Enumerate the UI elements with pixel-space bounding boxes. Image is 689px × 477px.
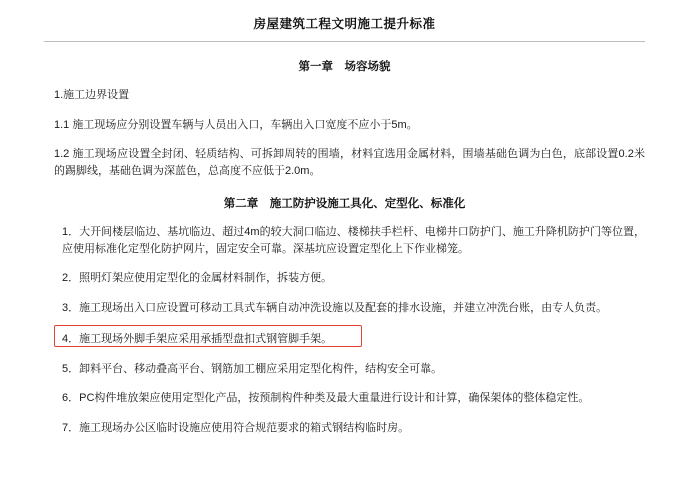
paragraph-1-3: 1.2 施工现场应设置全封闭、轻质结构、可拆卸周转的围墙，材料宜选用金属材料，围墙基础色调为白色，底部设置0.2米的踢脚线，基础色调为深蓝色，总高度不应低于2.0m。 bbox=[54, 148, 645, 177]
paragraph-1-1: 1.施工边界设置 bbox=[54, 89, 130, 101]
document-title: 房屋建筑工程文明施工提升标准 bbox=[253, 17, 436, 31]
paragraph-2-3: 3．施工现场出入口应设置可移动工具式车辆自动冲洗设施以及配套的排水设施，并建立冲洗台账，由专人负责。 bbox=[62, 301, 608, 314]
paragraph-2-6: 6．PC构件堆放架应使用定型化产品，按预制构件种类及最大重量进行设计和计算，确保架体的整体稳定性。 bbox=[62, 392, 590, 404]
paragraph-2-2: 2．照明灯架应使用定型化的金属材料制作，拆装方便。 bbox=[62, 272, 333, 284]
paragraph-2-7: 7．施工现场办公区临时设施应使用符合规范要求的箱式钢结构临时房。 bbox=[62, 421, 410, 434]
paragraph-1-2: 1.1 施工现场应分别设置车辆与人员出入口，车辆出入口宽度不应小于5m。 bbox=[54, 118, 418, 131]
paragraph-2-5: 5．卸料平台、移动叠高平台、钢筋加工棚应采用定型化构件，结构安全可靠。 bbox=[62, 362, 443, 375]
chapter-heading-2: 第二章 施工防护设施工具化、定型化、标准化 bbox=[223, 198, 466, 210]
title-divider bbox=[44, 41, 645, 42]
paragraph-2-4-text: 4．施工现场外脚手架应采用承插型盘扣式钢管脚手架。 bbox=[62, 333, 333, 345]
chapter-heading-1: 第一章 场容场貌 bbox=[298, 61, 391, 73]
document-page bbox=[0, 14, 689, 477]
paragraph-2-1: 1．大开间楼层临边、基坑临边、超过4m的较大洞口临边、楼梯扶手栏杆、电梯井口防护门、施工升降机防护门等位置，应使用标准化定型化防护网片，固定安全可靠。深基坑应设置定型化上下作业梯笼。 bbox=[62, 226, 645, 255]
highlighted-paragraph-2-4 bbox=[44, 329, 645, 348]
